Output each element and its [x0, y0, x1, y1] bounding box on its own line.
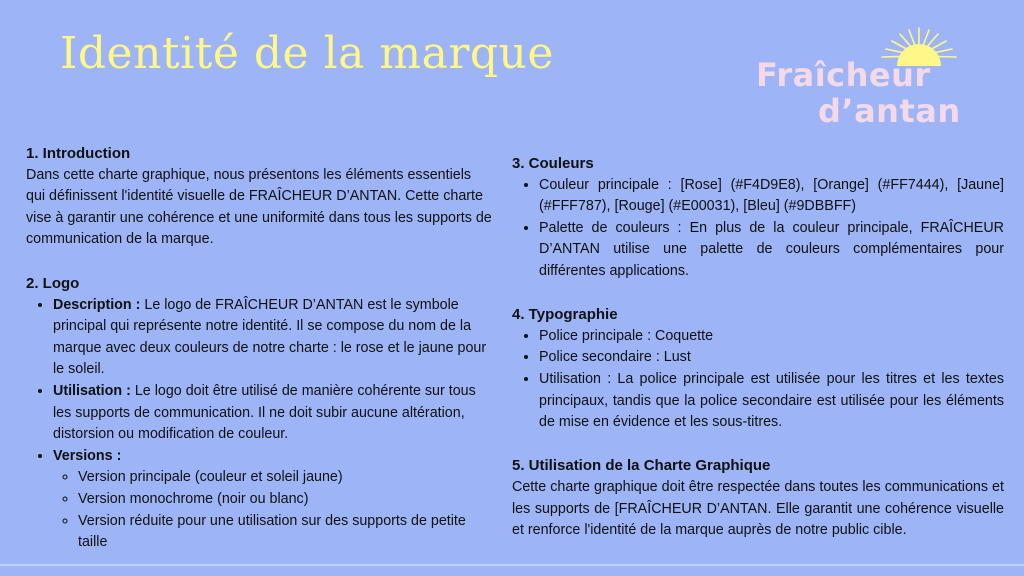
- list-item: ◦ Version monochrome (noir ou blanc): [78, 489, 492, 511]
- list-item: [53, 381, 492, 446]
- brand-logo: [756, 26, 966, 136]
- item-label: Utilisation :: [53, 382, 131, 399]
- item-text: Le logo doit être utilisé de manière cohérente sur tous les supports de communication. Il ne doit subir aucune altération, distorsion ou modification de couleur.: [53, 382, 476, 443]
- section-heading: 2. Logo: [26, 274, 80, 292]
- item-label: Description :: [53, 296, 141, 313]
- left-column: [26, 143, 492, 576]
- list-item: ◦ Version réduite pour une utilisation sur des supports de petite taille: [78, 511, 492, 554]
- list-item: [53, 295, 492, 381]
- section-heading: 4. Typographie: [512, 306, 618, 324]
- page-title: Identité de la marque: [60, 28, 554, 79]
- list-item: • Couleur principale : [Rose] (#F4D9E8), [Orange] (#FF7444), [Jaune] (#FFF787), [Rouge] (#E00031), [Bleu] (#9DBBFF): [539, 175, 1004, 218]
- list-item: • Palette de couleurs : En plus de la couleur principale, FRAÎCHEUR D’ANTAN utilise une palette de couleurs complémentaires pour différentes applications.: [539, 218, 1004, 283]
- logo-line-1: Fraîcheur: [756, 56, 931, 94]
- usage-text: Cette charte graphique doit être respectée dans toutes les communications et les supports de [FRAÎCHEUR D’ANTAN. Elle garantit une cohérence visuelle et renforce l'identité de la marque auprès de notre public cible.: [512, 478, 1004, 539]
- logo-list: [26, 295, 492, 554]
- section-heading: 5. Utilisation de la Charte Graphique: [512, 457, 771, 475]
- section-heading: 3. Couleurs: [512, 155, 594, 172]
- section-couleurs: [512, 153, 1004, 283]
- list-item: • Police secondaire : Lust: [539, 347, 1004, 369]
- list-item: • Police principale : Coquette: [539, 326, 1004, 348]
- intro-text: Dans cette charte graphique, nous présentons les éléments essentiels qui définissent l'identité visuelle de FRAÎCHEUR D’ANTAN. Cette charte vise à garantir une cohérence et une uniformité dans tous les supports de communication de la marque.: [26, 166, 492, 248]
- versions-list: [53, 467, 492, 553]
- right-column: [512, 153, 1004, 563]
- logo-line-2: d’antan: [818, 92, 961, 130]
- section-heading: 1. Introduction: [26, 145, 131, 162]
- section-introduction: [26, 143, 492, 251]
- section-logo: [26, 273, 492, 554]
- list-item: • Utilisation : La police principale est utilisée pour les titres et les textes principaux, tandis que la police secondaire est utilisée pour les éléments de mise en évidence et les sous-titres.: [539, 369, 1004, 434]
- list-item: ◦ Version principale (couleur et soleil jaune): [78, 467, 492, 489]
- couleurs-list: [512, 175, 1004, 283]
- section-typographie: [512, 304, 1004, 434]
- item-label: Versions :: [53, 447, 122, 464]
- typo-list: [512, 326, 1004, 434]
- list-item: [53, 446, 492, 554]
- section-utilisation: [512, 455, 1004, 541]
- item-text: Le logo de FRAÎCHEUR D’ANTAN est le symbole principal qui représente notre identité. Il se compose du nom de la marque avec deux couleurs de notre charte : le rose et le jaune pour le soleil.: [53, 296, 487, 378]
